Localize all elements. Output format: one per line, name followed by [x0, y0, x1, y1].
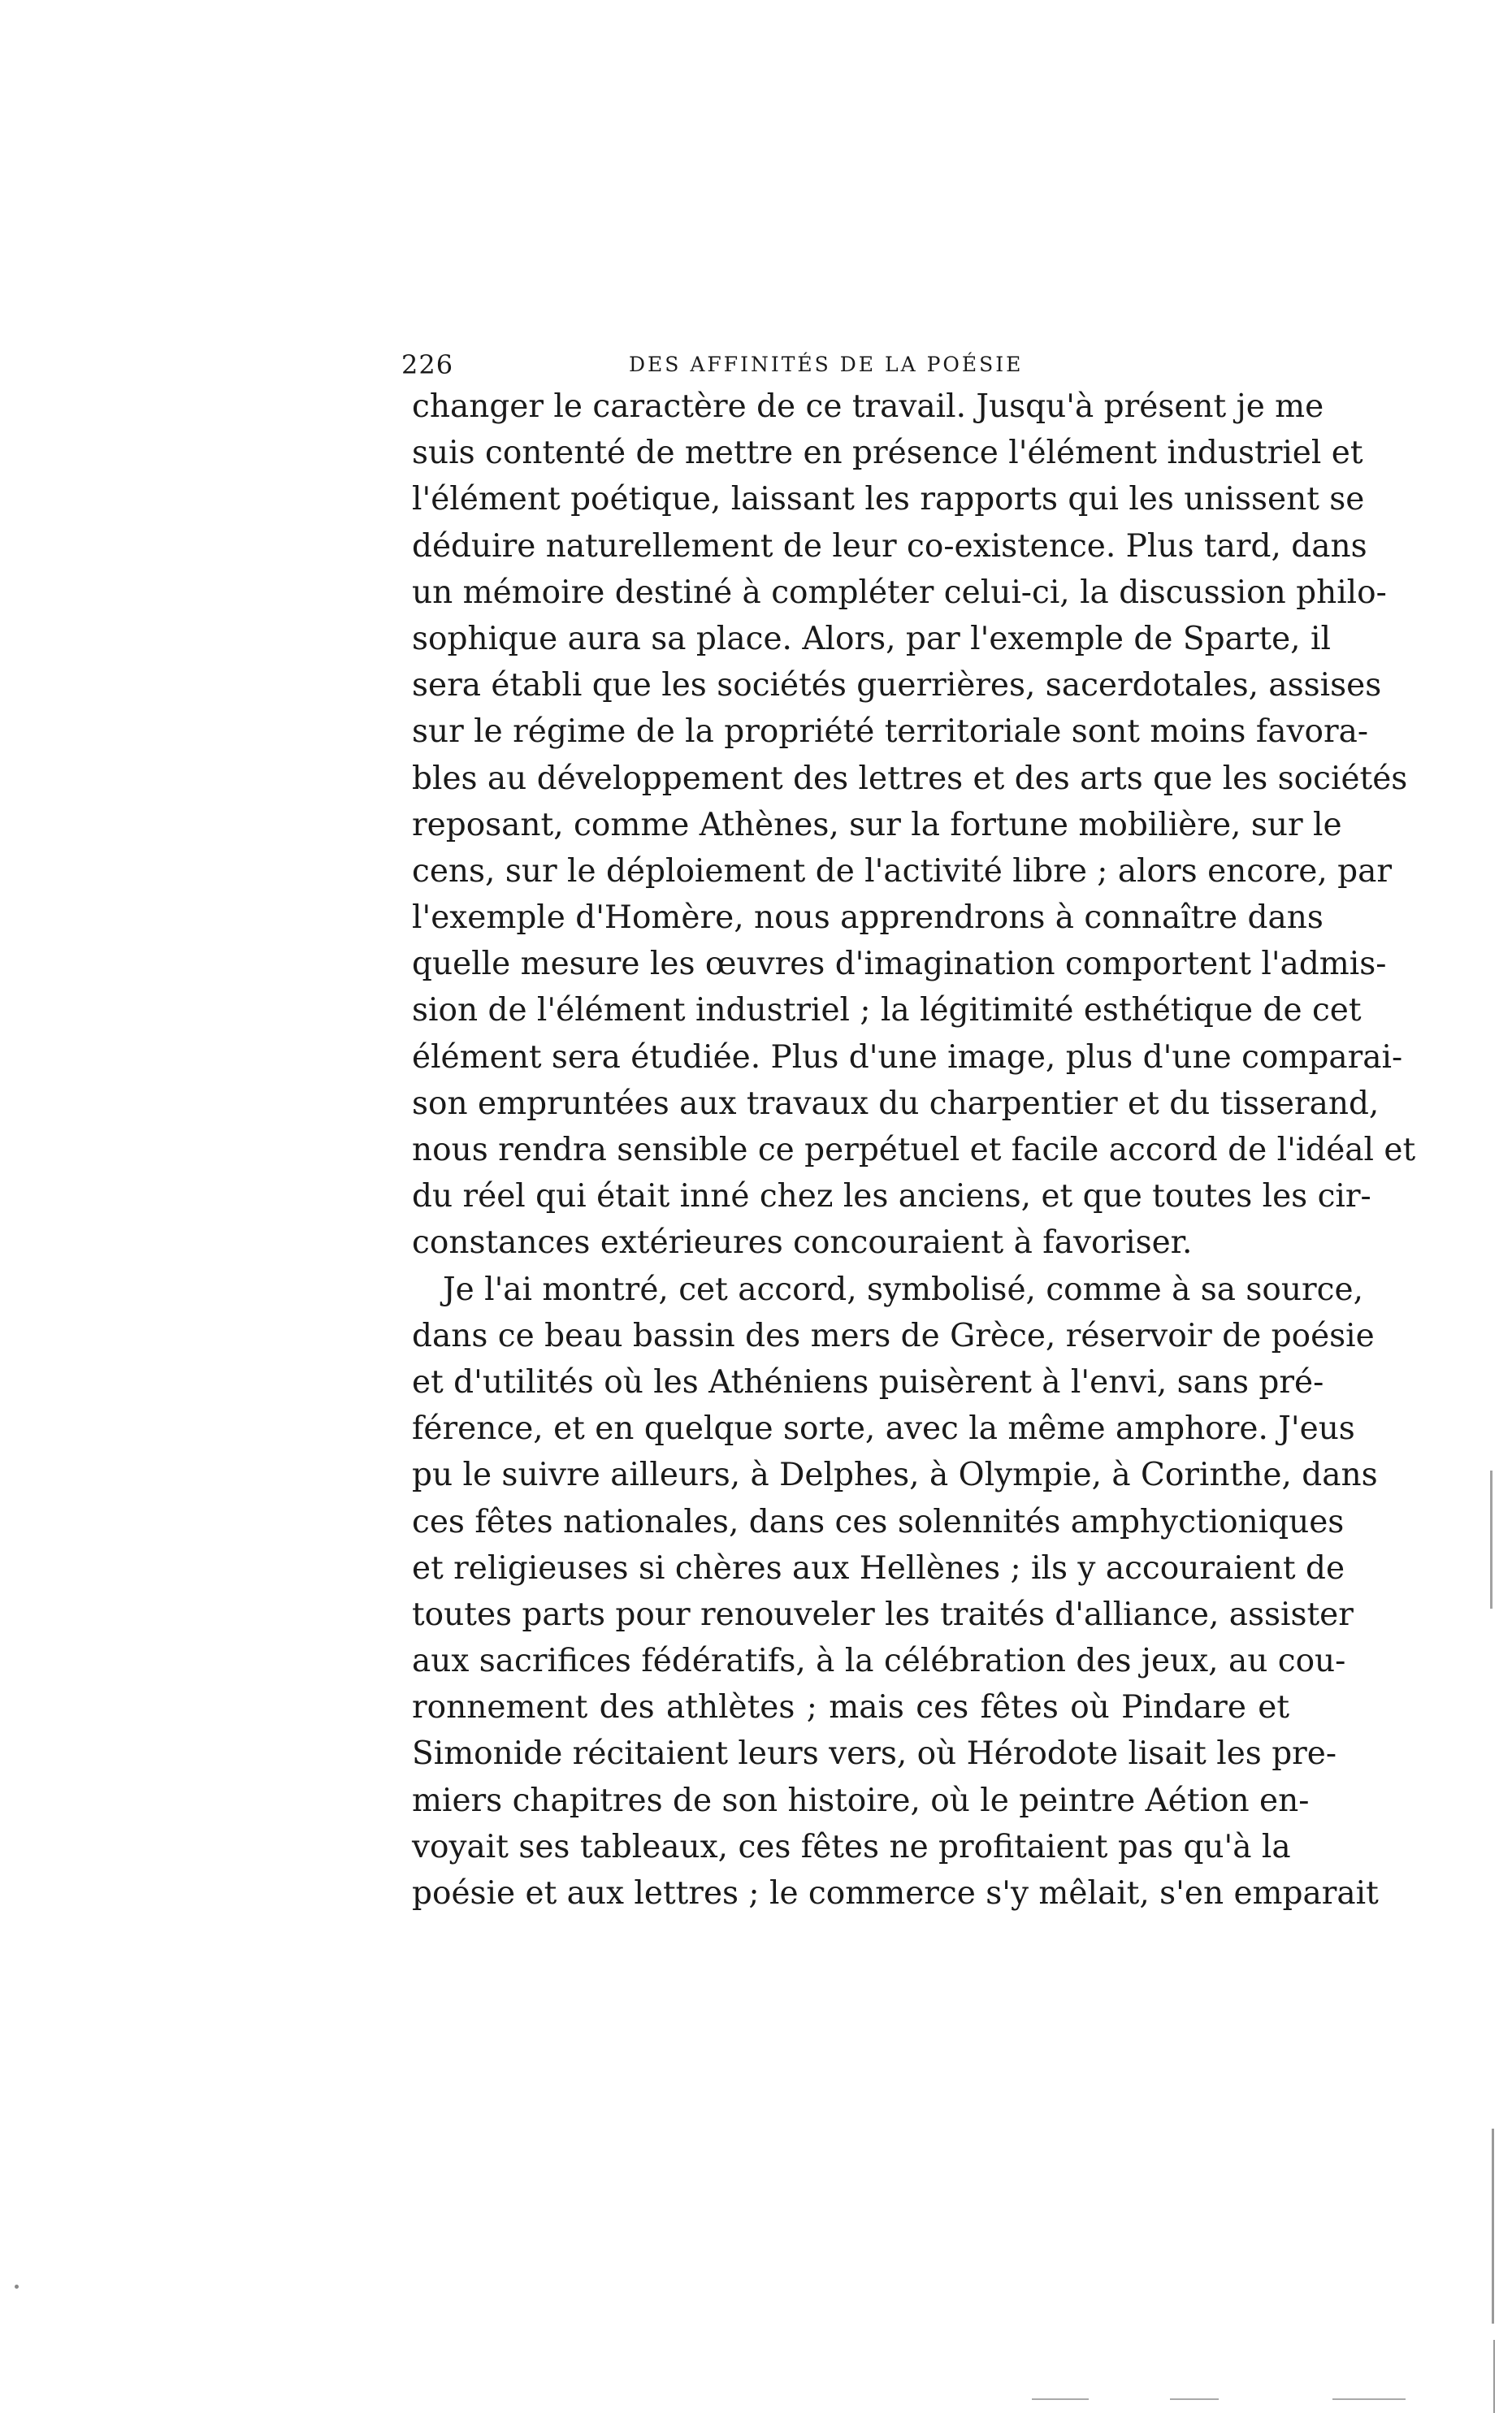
text-line: cens, sur le déploiement de l'activité libre ; alors encore, par: [412, 852, 1392, 890]
text-line: et religieuses si chères aux Hellènes ; ils y accouraient de: [412, 1549, 1345, 1587]
text-line: l'exemple d'Homère, nous apprendrons à connaître dans: [412, 899, 1324, 937]
scan-artifact-dot: [15, 2285, 19, 2289]
text-line: nous rendra sensible ce perpétuel et facile accord de l'idéal et: [412, 1132, 1416, 1168]
text-line: élément sera étudiée. Plus d'une image, plus d'une comparai-: [412, 1038, 1403, 1076]
text-line: déduire naturellement de leur co-existence. Plus tard, dans: [412, 527, 1367, 565]
running-head: [401, 349, 1295, 382]
text-line: l'élément poétique, laissant les rapports qui les unissent se: [412, 481, 1365, 518]
body-text: [412, 383, 1416, 1917]
paragraph-2: [412, 1267, 1379, 1917]
text-line: Simonide récitaient leurs vers, où Hérodote lisait les pre-: [412, 1735, 1337, 1773]
text-line: reposant, comme Athènes, sur la fortune mobilière, sur le: [412, 806, 1342, 843]
text-line: changer le caractère de ce travail. Jusqu'à présent je me: [412, 388, 1324, 425]
text-line: pu le suivre ailleurs, à Delphes, à Olympie, à Corinthe, dans: [412, 1457, 1378, 1494]
text-line: ronnement des athlètes ; mais ces fêtes où Pindare et: [412, 1689, 1289, 1726]
text-line: un mémoire destiné à compléter celui-ci, la discussion philo-: [412, 574, 1387, 611]
text-line: sera établi que les sociétés guerrières, sacerdotales, assises: [412, 667, 1382, 704]
text-line: et d'utilités où les Athéniens puisèrent à l'envi, sans pré-: [412, 1363, 1324, 1401]
text-line: bles au développement des lettres et des arts que les sociétés: [412, 760, 1408, 797]
text-line: sur le régime de la propriété territoriale sont moins favora-: [412, 713, 1369, 751]
text-line: aux sacrifices fédératifs, à la célébration des jeux, au cou-: [412, 1643, 1346, 1680]
scan-artifact-edge: [1492, 2129, 1494, 2324]
text-line: voyait ses tableaux, ces fêtes ne profitaient pas qu'à la: [412, 1828, 1291, 1865]
page-number: 226: [401, 349, 454, 380]
text-line: sion de l'élément industriel ; la légitimité esthétique de cet: [412, 992, 1362, 1029]
text-line: dans ce beau bassin des mers de Grèce, réservoir de poésie: [412, 1317, 1375, 1354]
text-line: du réel qui était inné chez les anciens, et que toutes les cir-: [412, 1178, 1371, 1215]
text-line: poésie et aux lettres ; le commerce s'y mêlait, s'en emparait: [412, 1875, 1379, 1912]
text-line: quelle mesure les œuvres d'imagination comportent l'admis-: [412, 946, 1387, 983]
scan-artifact-edge: [1493, 2340, 1495, 2413]
scan-artifact-edge: [1490, 1471, 1493, 1609]
text-line: ces fêtes nationales, dans ces solennités amphyctioniques: [412, 1503, 1345, 1540]
running-title: DES AFFINITÉS DE LA POÉSIE: [629, 353, 1024, 376]
text-line: son empruntées aux travaux du charpentier et du tisserand,: [412, 1085, 1380, 1122]
text-line: suis contenté de mettre en présence l'élément industriel et: [412, 435, 1363, 472]
text-line: Je l'ai montré, cet accord, symbolisé, comme à sa source,: [443, 1271, 1363, 1308]
paragraph-1: [412, 383, 1416, 1267]
text-line: toutes parts pour renouveler les traités d'alliance, assister: [412, 1596, 1354, 1633]
text-line: constances extérieures concouraient à favoriser.: [412, 1224, 1193, 1262]
text-line: sophique aura sa place. Alors, par l'exemple de Sparte, il: [412, 620, 1331, 657]
scan-artifact-bottom: [1170, 2398, 1219, 2400]
text-line: miers chapitres de son histoire, où le peintre Aétion en-: [412, 1782, 1310, 1819]
scan-artifact-bottom: [1032, 2398, 1089, 2400]
text-line: férence, et en quelque sorte, avec la même amphore. J'eus: [412, 1410, 1355, 1448]
scan-artifact-bottom: [1332, 2398, 1406, 2400]
